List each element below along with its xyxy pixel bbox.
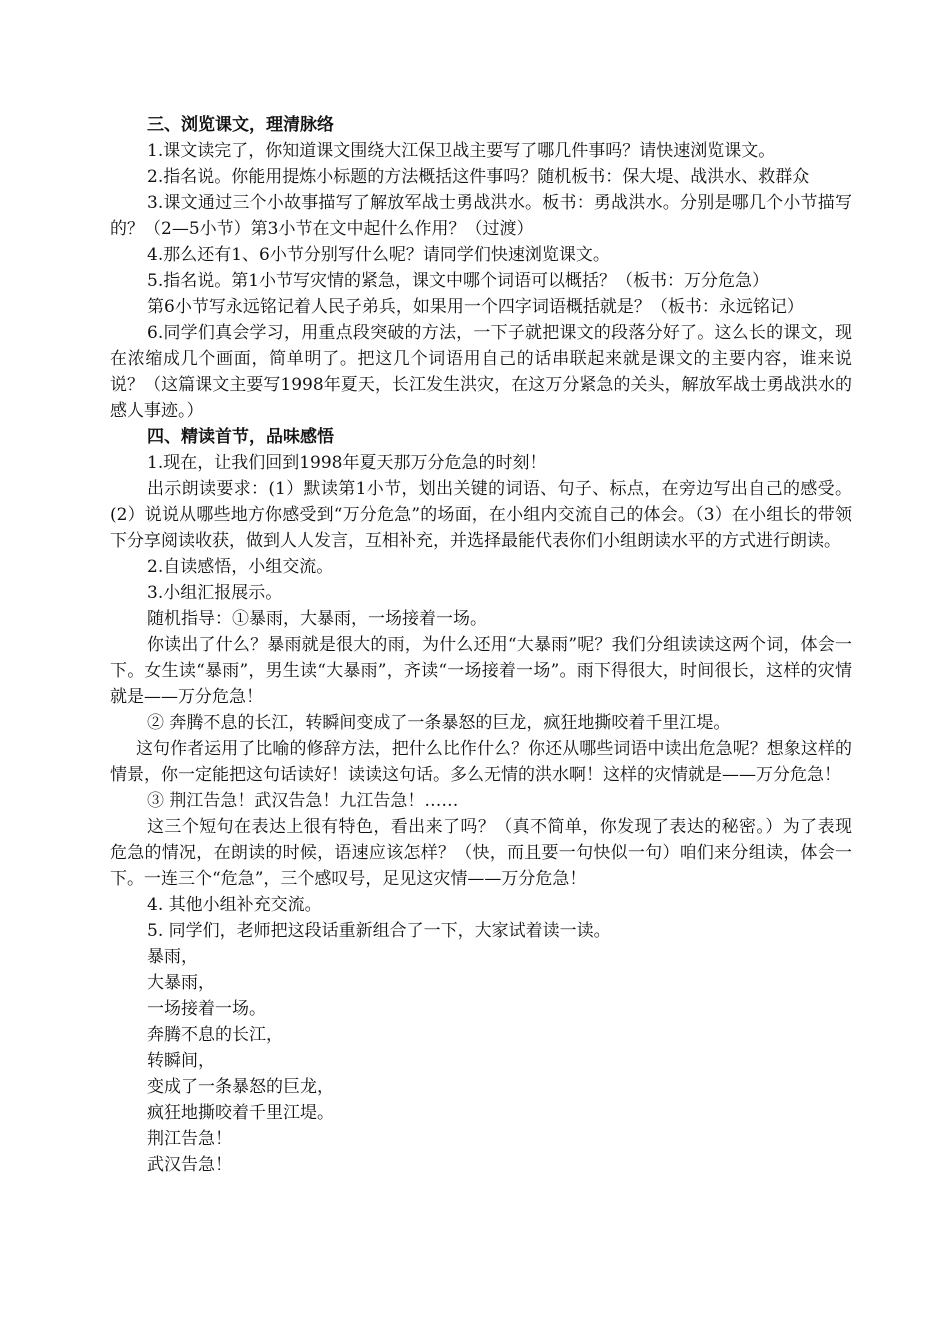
document-page <box>110 112 852 1178</box>
guidance-3-explanation: 这三个短句在表达上很有特色，看出来了吗？（真不简单，你发现了表达的秘密。）为了表现危急的情况，在朗读的时候，语速应该怎样？（快，而且要一句快似一句）咱们来分组读，体会一下。一连三个“危急”，三个感叹号，足见这灾情——万分危急！ <box>110 817 852 889</box>
poem-line: 一场接着一场。 <box>147 999 266 1019</box>
guidance-1-explanation: 你读出了什么？暴雨就是很大的雨，为什么还用“大暴雨”呢？我们分组读读这两个词，体会一下。女生读“暴雨”，男生读“大暴雨”，齐读“一场接着一场”。雨下得很大，时间很长，这样的灾情就是——万分危急！ <box>110 635 852 707</box>
guidance-2: ② 奔腾不息的长江，转瞬间变成了一条暴怒的巨龙，疯狂地撕咬着千里江堤。 <box>147 713 731 733</box>
section-4-heading: 四、精读首节，品味感悟 <box>147 427 334 447</box>
section-3-heading: 三、浏览课文，理清脉络 <box>147 115 334 135</box>
section-3-paragraph-5b: 第6小节写永远铭记着人民子弟兵，如果用一个四字词语概括就是？（板书：永远铭记） <box>147 297 804 317</box>
poem-line: 荆江告急！ <box>147 1129 232 1149</box>
section-4-paragraph-1: 1.现在，让我们回到1998年夏天那万分危急的时刻！ <box>147 453 547 473</box>
poem-line: 武汉告急！ <box>147 1155 232 1175</box>
poem-line: 奔腾不息的长江， <box>147 1025 283 1045</box>
poem-line: 疯狂地撕咬着千里江堤。 <box>147 1103 334 1123</box>
poem-line: 转瞬间， <box>147 1051 215 1071</box>
section-3-paragraph-5: 5.指名说。第1小节写灾情的紧急，课文中哪个词语可以概括？（板书：万分危急） <box>147 271 770 291</box>
poem-line: 大暴雨， <box>147 973 215 993</box>
section-3-paragraph-3: 3.课文通过三个小故事描写了解放军战士勇战洪水。板书：勇战洪水。分别是哪几个小节描写的？（2—5小节）第3小节在文中起什么作用？（过渡） <box>110 193 852 239</box>
guidance-3: ③ 荆江告急！武汉告急！九江告急！…… <box>147 791 459 811</box>
section-4-paragraph-5: 5. 同学们，老师把这段话重新组合了一下，大家试着读一读。 <box>147 921 611 941</box>
guidance-1: 随机指导：①暴雨，大暴雨，一场接着一场。 <box>147 609 487 629</box>
section-3-paragraph-1: 1.课文读完了，你知道课文围绕大江保卫战主要写了哪几件事吗？请快速浏览课文。 <box>147 141 776 161</box>
guidance-2-explanation: 这句作者运用了比喻的修辞方法，把什么比作什么？你还从哪些词语中读出危急呢？想象这样的情景，你一定能把这句话读好！读读这句话。多么无情的洪水啊！这样的灾情就是——万分危急！ <box>110 739 852 785</box>
section-4-paragraph-2: 2.自读感悟，小组交流。 <box>147 557 334 577</box>
section-3-paragraph-2: 2.指名说。你能用提炼小标题的方法概括这件事吗？随机板书：保大堤、战洪水、救群众 <box>147 167 810 187</box>
section-3-paragraph-6: 6.同学们真会学习，用重点段突破的方法，一下子就把课文的段落分好了。这么长的课文，现在浓缩成几个画面，简单明了。把这几个词语用自己的话串联起来就是课文的主要内容，谁来说说？（这篇课文主要写1998年夏天，长江发生洪灾，在这万分紧急的关头，解放军战士勇战洪水的感人事迹。） <box>110 323 852 421</box>
poem-line: 暴雨， <box>147 947 198 967</box>
poem-line: 变成了一条暴怒的巨龙， <box>147 1077 334 1097</box>
section-3-paragraph-4: 4.那么还有1、6小节分别写什么呢？请同学们快速浏览课文。 <box>147 245 610 265</box>
section-4-paragraph-4: 4. 其他小组补充交流。 <box>147 895 322 915</box>
section-4-reading-requirements: 出示朗读要求：(1）默读第1小节，划出关键的词语、句子、标点，在旁边写出自己的感受。(2）说说从哪些地方你感受到“万分危急”的场面，在小组内交流自己的体会。（3）在小组长的带领下分享阅读收获，做到人人发言，互相补充，并选择最能代表你们小组朗读水平的方式进行朗读。 <box>110 479 852 551</box>
section-4-paragraph-3: 3.小组汇报展示。 <box>147 583 283 603</box>
